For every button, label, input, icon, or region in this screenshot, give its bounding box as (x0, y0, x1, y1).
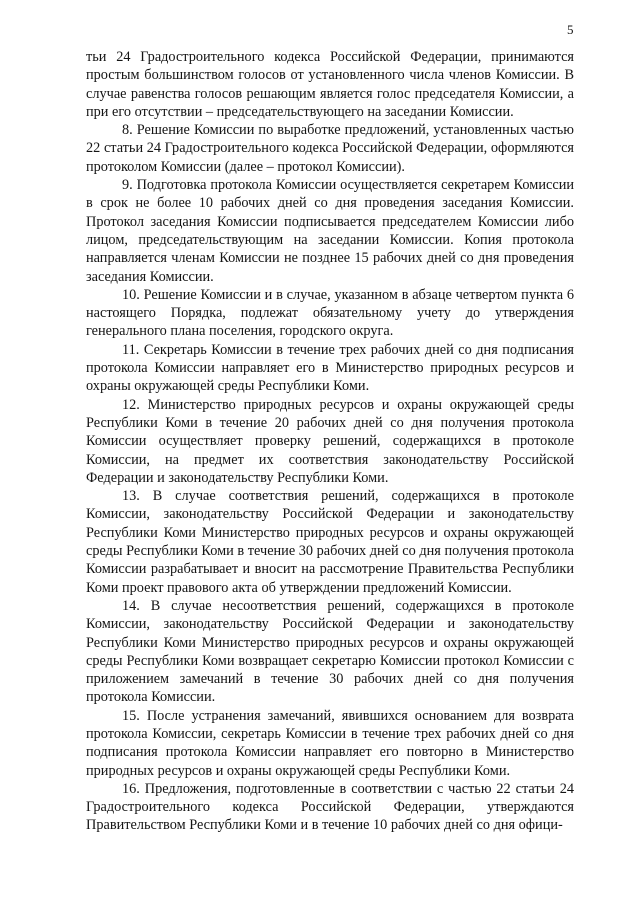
paragraph-13: 13. В случае соответствия решений, содержащихся в протоколе Комиссии, законодательству Российской Федерации и законодательству Республики Коми Министерство природных ресурсов и охраны окружающей среды Республики Коми в течение 30 рабочих дней со дня получения протокола Комиссии разрабатывает и вносит на рассмотрение Правительства Республики Коми проект правового акта об утверждении предложений Комиссии. (86, 488, 574, 596)
page-number: 5 (567, 22, 574, 37)
paragraph-15: 15. После устранения замечаний, явившихся основанием для возврата протокола Комиссии, секретарь Комиссии в течение трех рабочих дней со дня подписания протокола Комиссии направляет его повторно в Министерство природных ресурсов и охраны окружающей среды Республики Коми. (86, 707, 574, 779)
document-body (86, 48, 574, 835)
paragraph-14: 14. В случае несоответствия решений, содержащихся в протоколе Комиссии, законодательству Российской Федерации и законодательству Республики Коми Министерство природных ресурсов и охраны окружающей среды Республики Коми возвращает секретарю Комиссии протокол Комиссии с приложением замечаний в течение 30 рабочих дней со дня получения протокола Комиссии. (86, 597, 574, 706)
paragraph-9: 9. Подготовка протокола Комиссии осуществляется секретарем Комиссии в срок не более 10 рабочих дней со дня проведения заседания Комиссии. Протокол заседания Комиссии подписывается председателем Комиссии либо лицом, председательствующим на заседании Комиссии. Копия протокола направляется членам Комиссии не позднее 15 рабочих дней со дня проведения заседания Комиссии. (86, 177, 574, 285)
paragraph-11: 11. Секретарь Комиссии в течение трех рабочих дней со дня подписания протокола Комиссии направляет его в Министерство природных ресурсов и охраны окружающей среды Республики Коми. (86, 341, 574, 395)
paragraph-8: 8. Решение Комиссии по выработке предложений, установленных частью 22 статьи 24 Градостроительного кодекса Российской Федерации, оформляются протоколом Комиссии (далее – протокол Комиссии). (86, 122, 574, 175)
paragraph-16: 16. Предложения, подготовленные в соответствии с частью 22 статьи 24 Градостроительного кодекса Российской Федерации, утверждаются Правительством Республики Коми и в течение 10 рабочих дней со дня офици- (86, 780, 574, 834)
paragraph-continued: тьи 24 Градостроительного кодекса Российской Федерации, принимаются простым большинством голосов от установленного числа членов Комиссии. В случае равенства голосов решающим является голос председателя Комиссии, а при его отсутствии – председательствующего на заседании Комиссии. (86, 49, 574, 120)
paragraph-12: 12. Министерство природных ресурсов и охраны окружающей среды Республики Коми в течение 20 рабочих дней со дня получения протокола Комиссии осуществляет проверку решений, содержащихся в протоколе Комиссии, на предмет их соответствия законодательству Российской Федерации и законодательству Республики Коми. (86, 396, 574, 486)
paragraph-10: 10. Решение Комиссии и в случае, указанном в абзаце четвертом пункта 6 настоящего Порядка, подлежат обязательному учету до утверждения генерального плана поселения, городского округа. (86, 286, 574, 340)
